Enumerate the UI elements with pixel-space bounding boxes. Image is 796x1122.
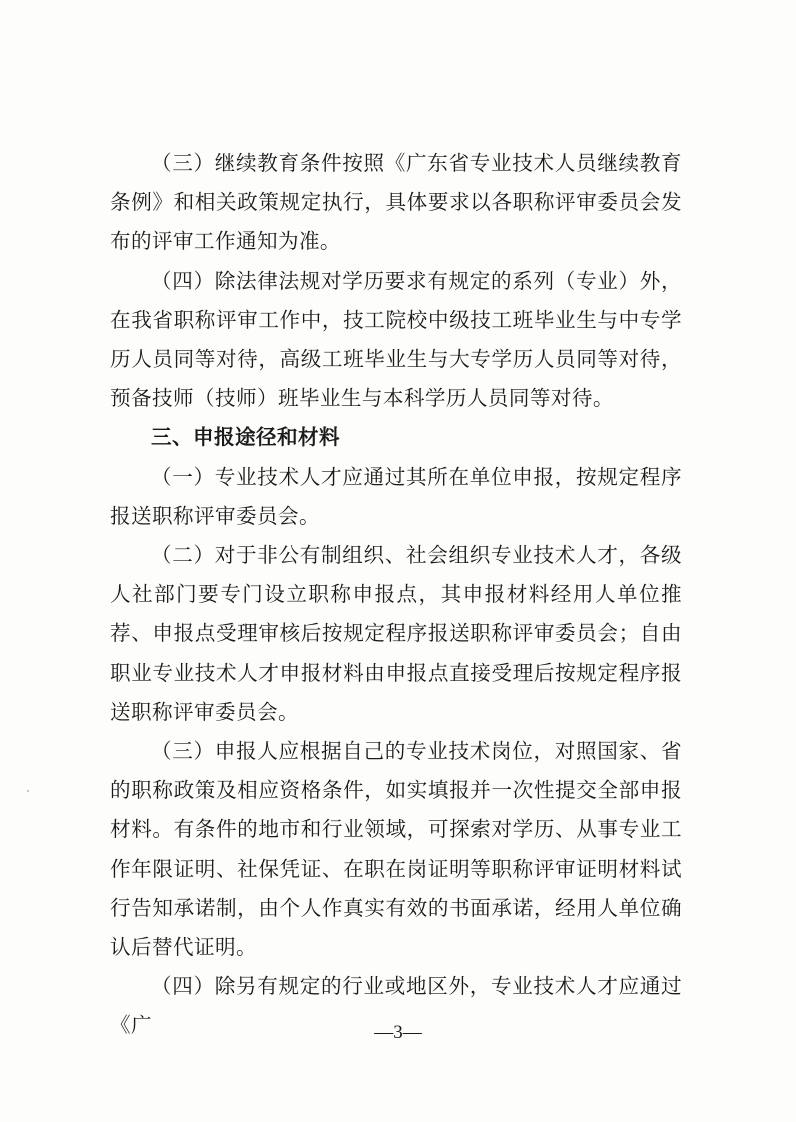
page-number: —3— — [374, 1022, 422, 1043]
paragraph-unit-application: （一）专业技术人才应通过其所在单位申报，按规定程序报送职称评审委员会。 — [110, 464, 682, 528]
paragraph-non-public-application: （二）对于非公有制组织、社会组织专业技术人才，各级人社部门要专门设立职称申报点，其申报材料经用人单位推荐、申报点受理审核后按规定程序报送职称评审委员会；自由职业专业技术人才申报材料由申报点直接受理后按规定程序报送职称评审委员会。 — [110, 543, 682, 724]
paragraph-continuing-education: （三）继续教育条件按照《广东省专业技术人员继续教育条例》和相关政策规定执行，具体要求以各职称评审委员会发布的评审工作通知为准。 — [110, 151, 682, 254]
paragraph-education-equivalence: （四）除法律法规对学历要求有规定的系列（专业）外，在我省职称评审工作中，技工院校中级技工班毕业生与中专学历人员同等对待，高级工班毕业生与大专学历人员同等对待，预备技师（技师）班毕业生与本科学历人员同等对待。 — [110, 268, 682, 411]
section-heading-application: 三、申报途径和材料 — [151, 425, 340, 450]
body-text — [110, 144, 682, 1046]
scan-speck — [27, 790, 29, 792]
paragraph-materials-submission: （三）申报人应根据自己的专业技术岗位，对照国家、省的职称政策及相应资格条件，如实填报并一次性提交全部申报材料。有条件的地市和行业领域，可探索对学历、从事专业工作年限证明、社保凭证、在职在岗证明等职称评审证明材料试行告知承诺制，由个人作真实有效的书面承诺，经用人单位确认后替代证明。 — [110, 739, 682, 960]
paragraph-platform-application: （四）除另有规定的行业或地区外，专业技术人才应通过《广 — [110, 974, 682, 1038]
